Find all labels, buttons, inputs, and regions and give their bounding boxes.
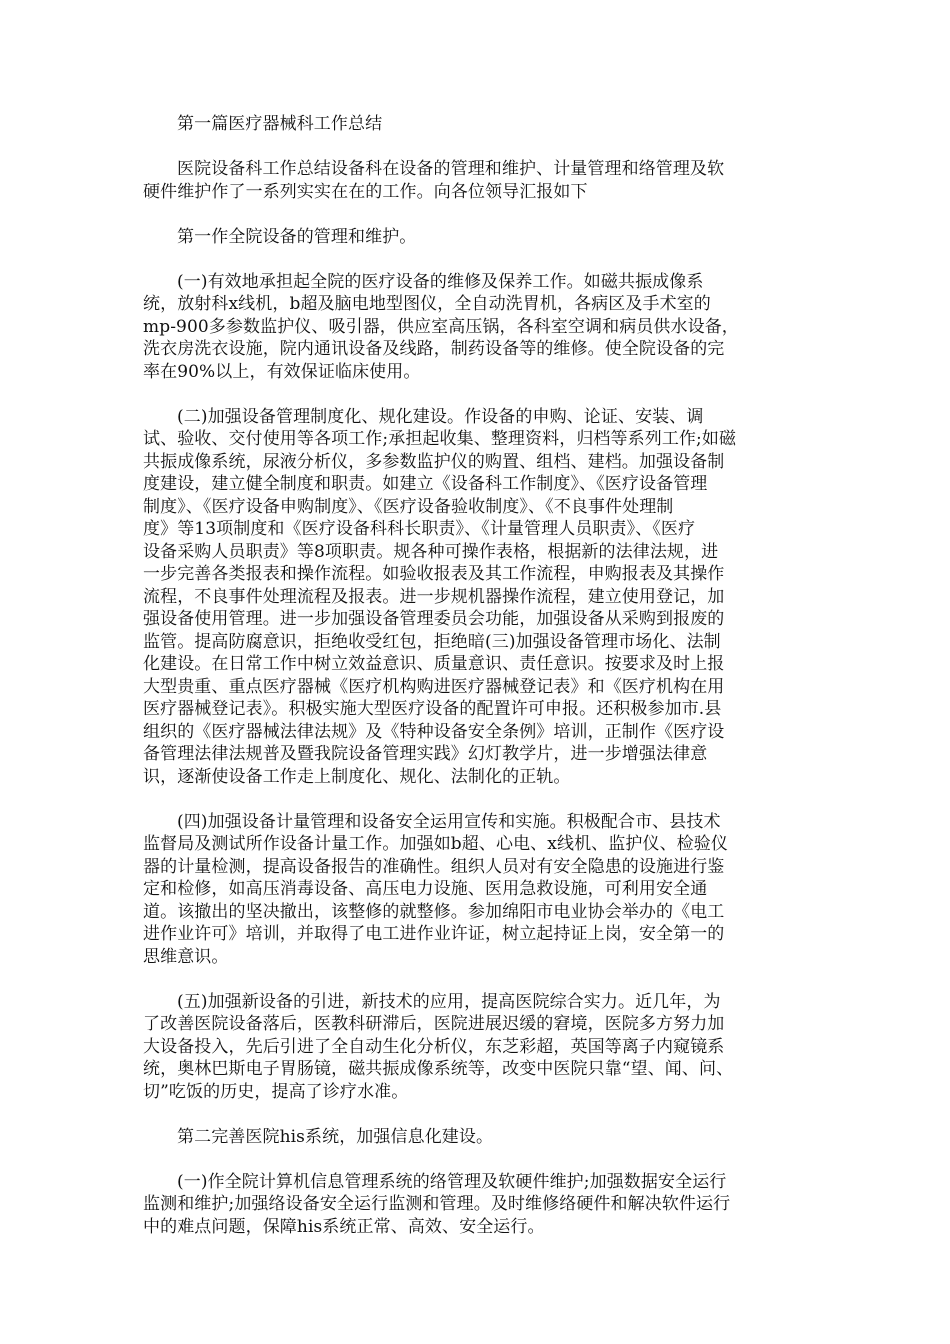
paragraph-1-1: (一)有效地承担起全院的医疗设备的维修及保养工作。如磁共振成像系 统，放射科x线机，b超及脑电地型图仪，全自动洗胃机，各病区及手术室的 mp-900多参数监护仪、吸引器，供应室高压锅，各科室空调和病员供水设备， 洗衣房洗衣设施，院内通讯设备及线路，制药设备等的维修。使全院设备的完 率在90%以上，有效保证临床使用。 — [143, 271, 739, 382]
document-title: 第一篇医疗器械科工作总结 — [177, 114, 383, 134]
paragraph-intro: 医院设备科工作总结设备科在设备的管理和维护、计量管理和络管理及软 硬件维护作了一系列实实在在的工作。向各位领导汇报如下 — [143, 159, 725, 202]
paragraph-2-1: (一)作全院计算机信息管理系统的络管理及软硬件维护;加强数据安全运行 监测和维护;加强络设备安全运行监测和管理。及时维修络硬件和解决软件运行 中的难点问题，保障his系统正常、高效、安全运行。 — [143, 1171, 731, 1237]
document-body — [143, 113, 809, 1261]
paragraph-1-2: (二)加强设备管理制度化、规化建设。作设备的申购、论证、安装、调 试、验收、交付使用等各项工作;承担起收集、整理资料，归档等系列工作;如磁 共振成像系统，尿液分析仪，多参数监护仪的购置、组档、建档。加强设备制 度建设，建立健全制度和职责。如建立《设备科工作制度》、《医疗设备管理 制度》、《医疗设备申购制度》、《医疗设备验收制度》、《不良事件处理制 度》等13项制度和《医疗设备科科长职责》、《计量管理人员职责》、《医疗 设备采购人员职责》等8项职责。规各种可操作表格，根据新的法律法规，进 一步完善各类报表和操作流程。如验收报表及其工作流程，申购报表及其操作 流程，不良事件处理流程及报表。进一步规机器操作流程，建立使用登记，加 强设备使用管理。进一步加强设备管理委员会功能，加强设备从采购到报废的 监管。提高防腐意识，拒绝收受红包，拒绝暗(三)加强设备管理市场化、法制 化建设。在日常工作中树立效益意识、质量意识、责任意识。按要求及时上报 大型贵重、重点医疗器械《医疗机构购进医疗器械登记表》和《医疗机构在用 医疗器械登记表》。积极实施大型医疗设备的配置许可申报。还积极参加市.县 组织的《医疗器械法律法规》及《特种设备安全条例》培训，正制作《医疗设 备管理法律法规普及暨我院设备管理实践》幻灯教学片，进一步增强法律意 识，逐渐使设备工作走上制度化、规化、法制化的正轨。 — [143, 406, 737, 787]
section-heading-1: 第一作全院设备的管理和维护。 — [177, 226, 417, 247]
paragraph-1-5: (五)加强新设备的引进，新技术的应用，提高医院综合实力。近几年，为 了改善医院设备落后，医教科研滞后，医院进展迟缓的窘境，医院多方努力加 大设备投入，先后引进了全自动生化分析仪，东芝彩超，英国等离子内窥镜系 统，奥林巴斯电子胃肠镜，磁共振成像系统等，改变中医院只靠“望、闻、问、 切”吃饭的历史，提高了诊疗水准。 — [143, 991, 734, 1102]
paragraph-1-4: (四)加强设备计量管理和设备安全运用宣传和实施。积极配合市、县技术 监督局及测试所作设备计量工作。加强如b超、心电、x线机、监护仪、检验仪 器的计量检测，提高设备报告的准确性。组织人员对有安全隐患的设施进行鉴 定和检修，如高压消毒设备、高压电力设施、医用急救设施，可利用安全通 道。该撤出的坚决撤出，该整修的就整修。参加绵阳市电业协会举办的《电工 进作业许可》培训，并取得了电工进作业许证，树立起持证上岗，安全第一的 思维意识。 — [143, 811, 728, 967]
section-heading-2: 第二完善医院his系统，加强信息化建设。 — [177, 1126, 494, 1147]
